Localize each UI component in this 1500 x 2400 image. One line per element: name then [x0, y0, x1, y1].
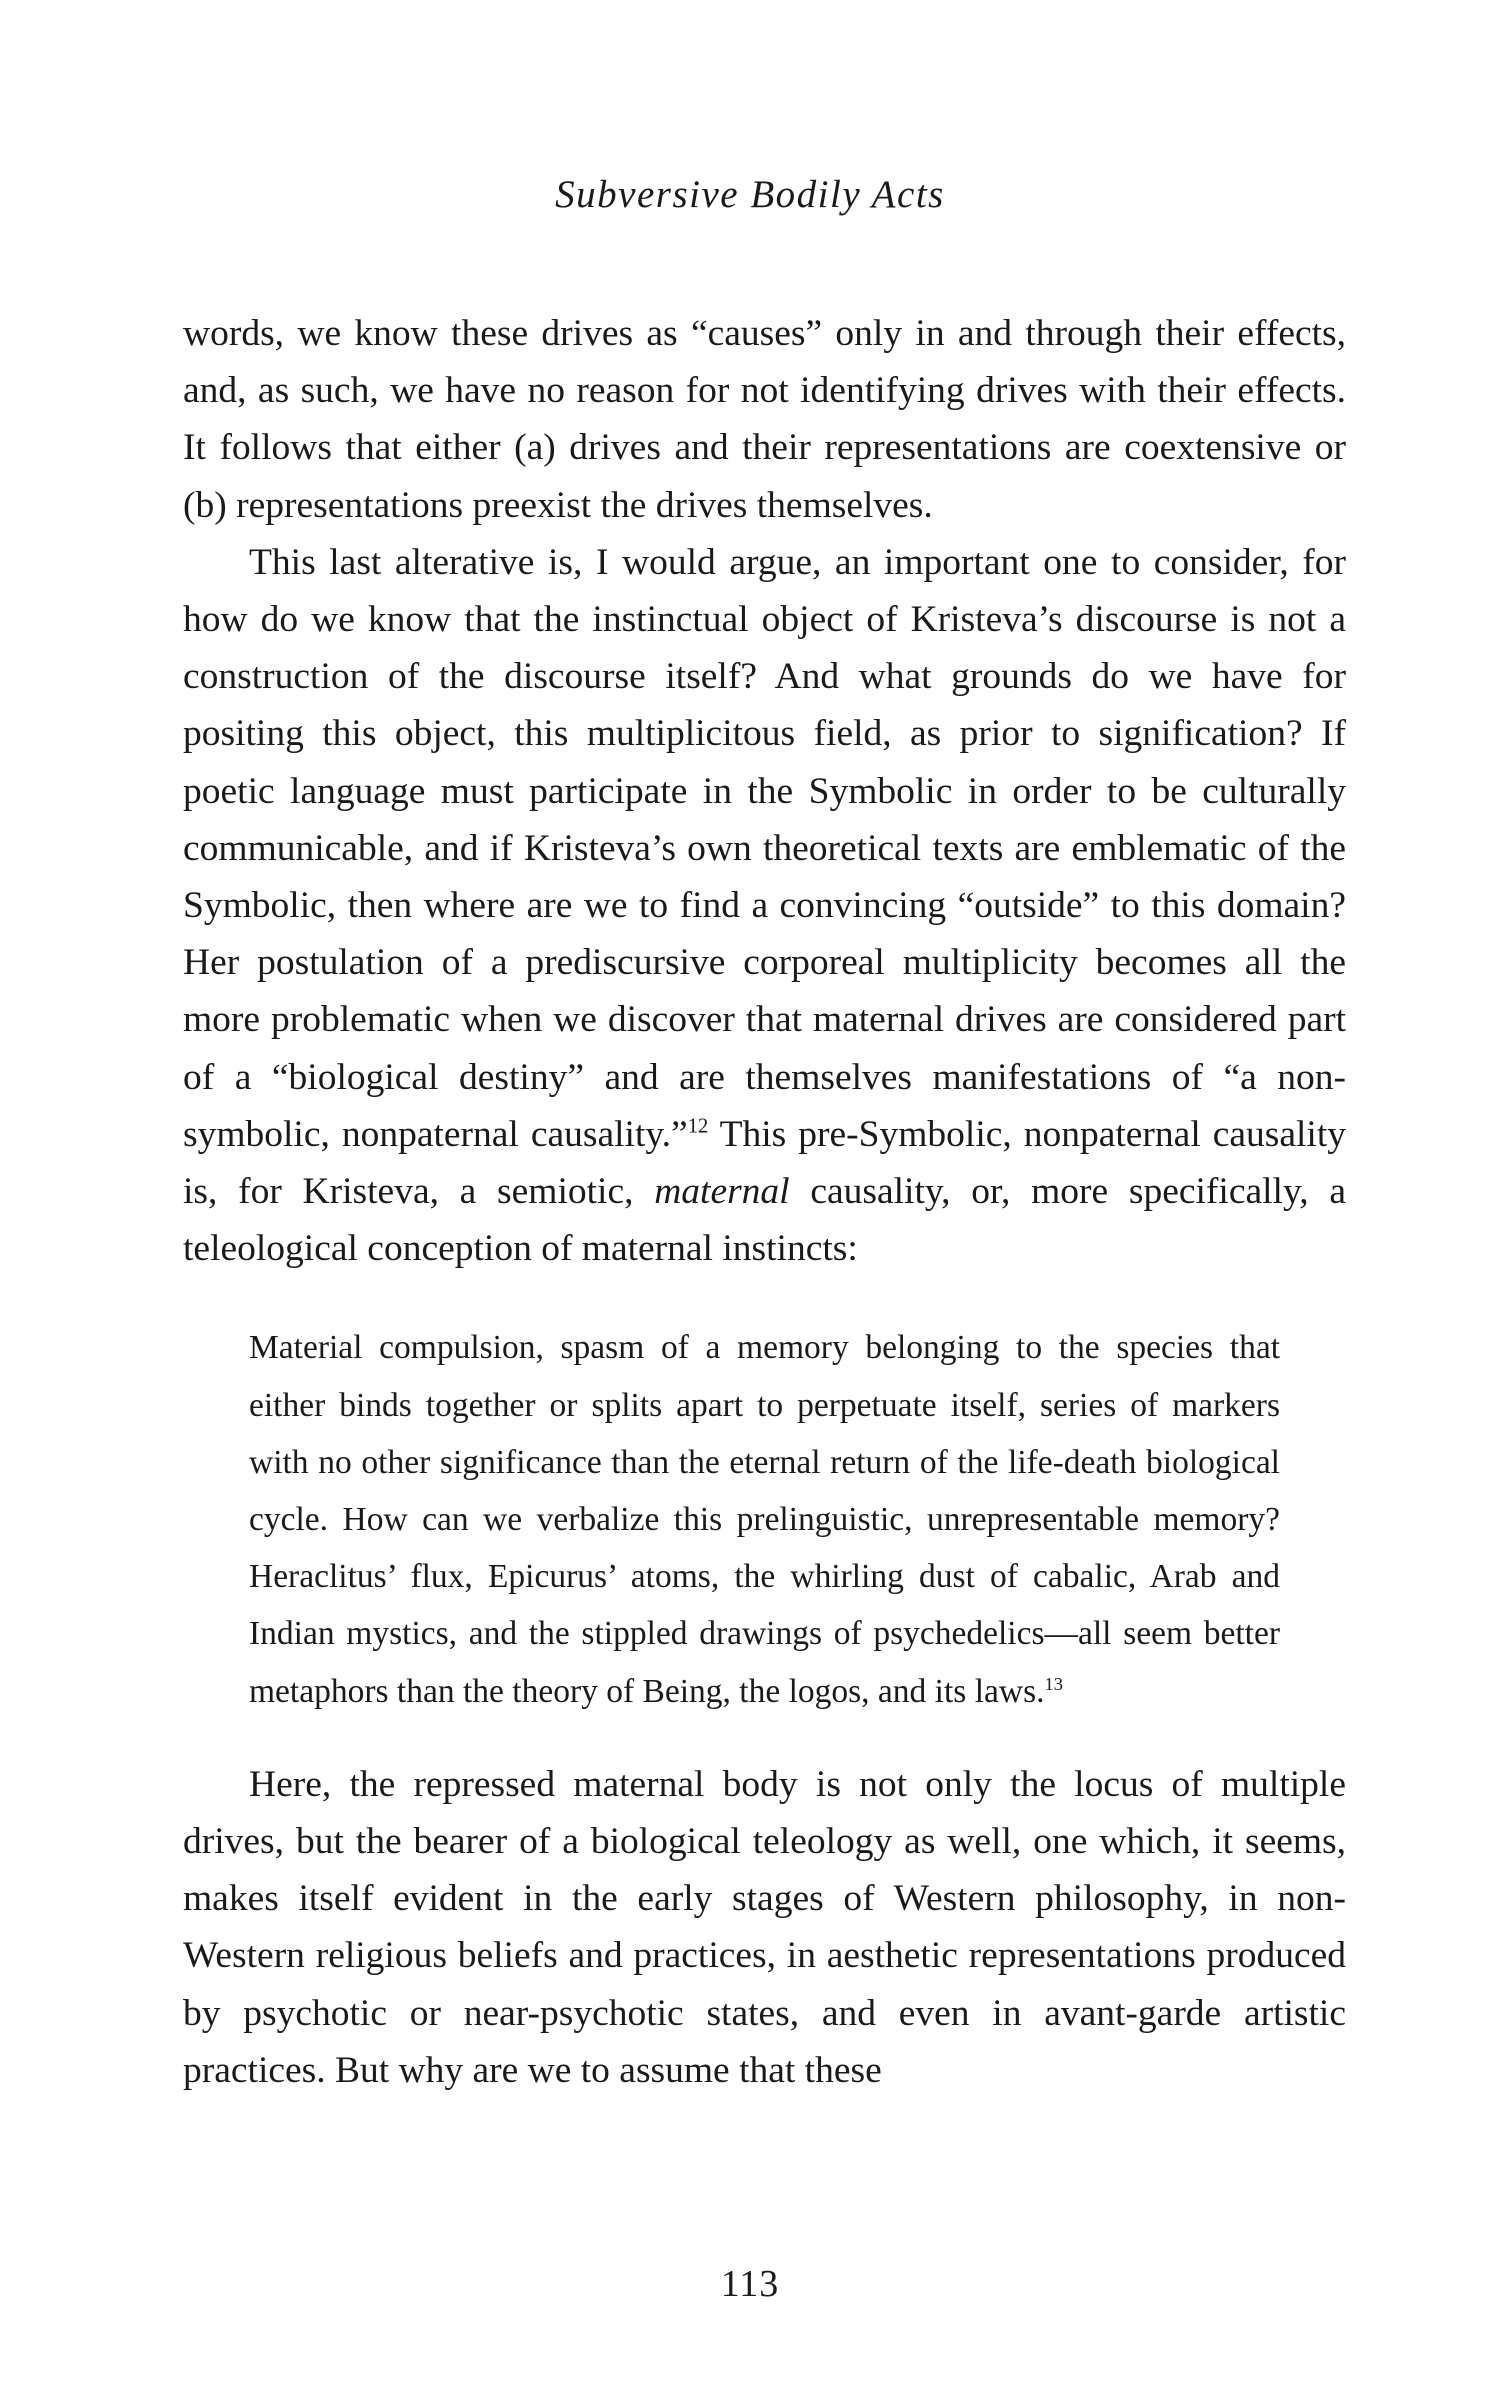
paragraph-2 — [183, 534, 1346, 1278]
page-number: 113 — [720, 2263, 780, 2305]
paragraph-2-emphasis: maternal — [654, 1171, 790, 1213]
body-text — [183, 305, 1346, 2099]
paragraph-2-text-a: This last alterative is, I would argue, an important one to consider, for how do we know that the instinctual object of Kristeva’s discourse is not a construction of the discourse itself? And what grounds do we have for positing this object, this multiplicitous field, as prior to signification? If poetic language must participate in the Symbolic in order to be culturally communicable, and if Kristeva’s own theoretical texts are emblematic of the Symbolic, then where are we to find a convincing “outside” to this domain? Her postulation of a prediscursive corporeal multiplicity becomes all the more problematic when we discover that maternal drives are considered part of a “biological destiny” and are themselves manifestations of “a non-symbolic, nonpaternal causality.” — [183, 541, 1346, 1155]
block-quote — [249, 1319, 1280, 1719]
block-quote-text: Material compulsion, spasm of a memory belonging to the species that either binds together or splits apart to perpetuate itself, series of markers with no other significance than the eternal return of the life-death biological cycle. How can we verbalize this prelinguistic, unrepresentable memory? Heraclitus’ flux, Epicurus’ atoms, the whirling dust of cabalic, Arab and Indian mystics, and the stippled drawings of psychedelics—all seem better metaphors than the theory of Being, the logos, and its laws. — [249, 1329, 1280, 1710]
paragraph-3: Here, the repressed maternal body is not only the locus of multiple drives, but the bearer of a biological teleology as well, one which, it seems, makes itself evident in the early stages of Western philosophy, in non-Western religious beliefs and practices, in aesthetic representations produced by psychotic or near-psychotic states, and even in avant-garde artistic practices. But why are we to assume that these — [183, 1763, 1346, 2091]
paragraph-2-text-b: This pre-Symbolic, nonpaternal causality is, for Kristeva, a semiotic, — [183, 1113, 1346, 1213]
paragraph-2-text-c: causality, or, more specifically, a teleological conception of maternal instincts: — [183, 1171, 1346, 1270]
footnote-ref-12: 12 — [687, 1115, 709, 1138]
footnote-ref-13: 13 — [1044, 1673, 1063, 1694]
running-head: Subversive Bodily Acts — [555, 173, 945, 216]
paragraph-1: words, we know these drives as “causes” only in and through their effects, and, as such, we have no reason for not identifying drives with their effects. It follows that either (a) drives and their representations are coextensive or (b) representations preexist the drives themselves. — [183, 313, 1346, 526]
